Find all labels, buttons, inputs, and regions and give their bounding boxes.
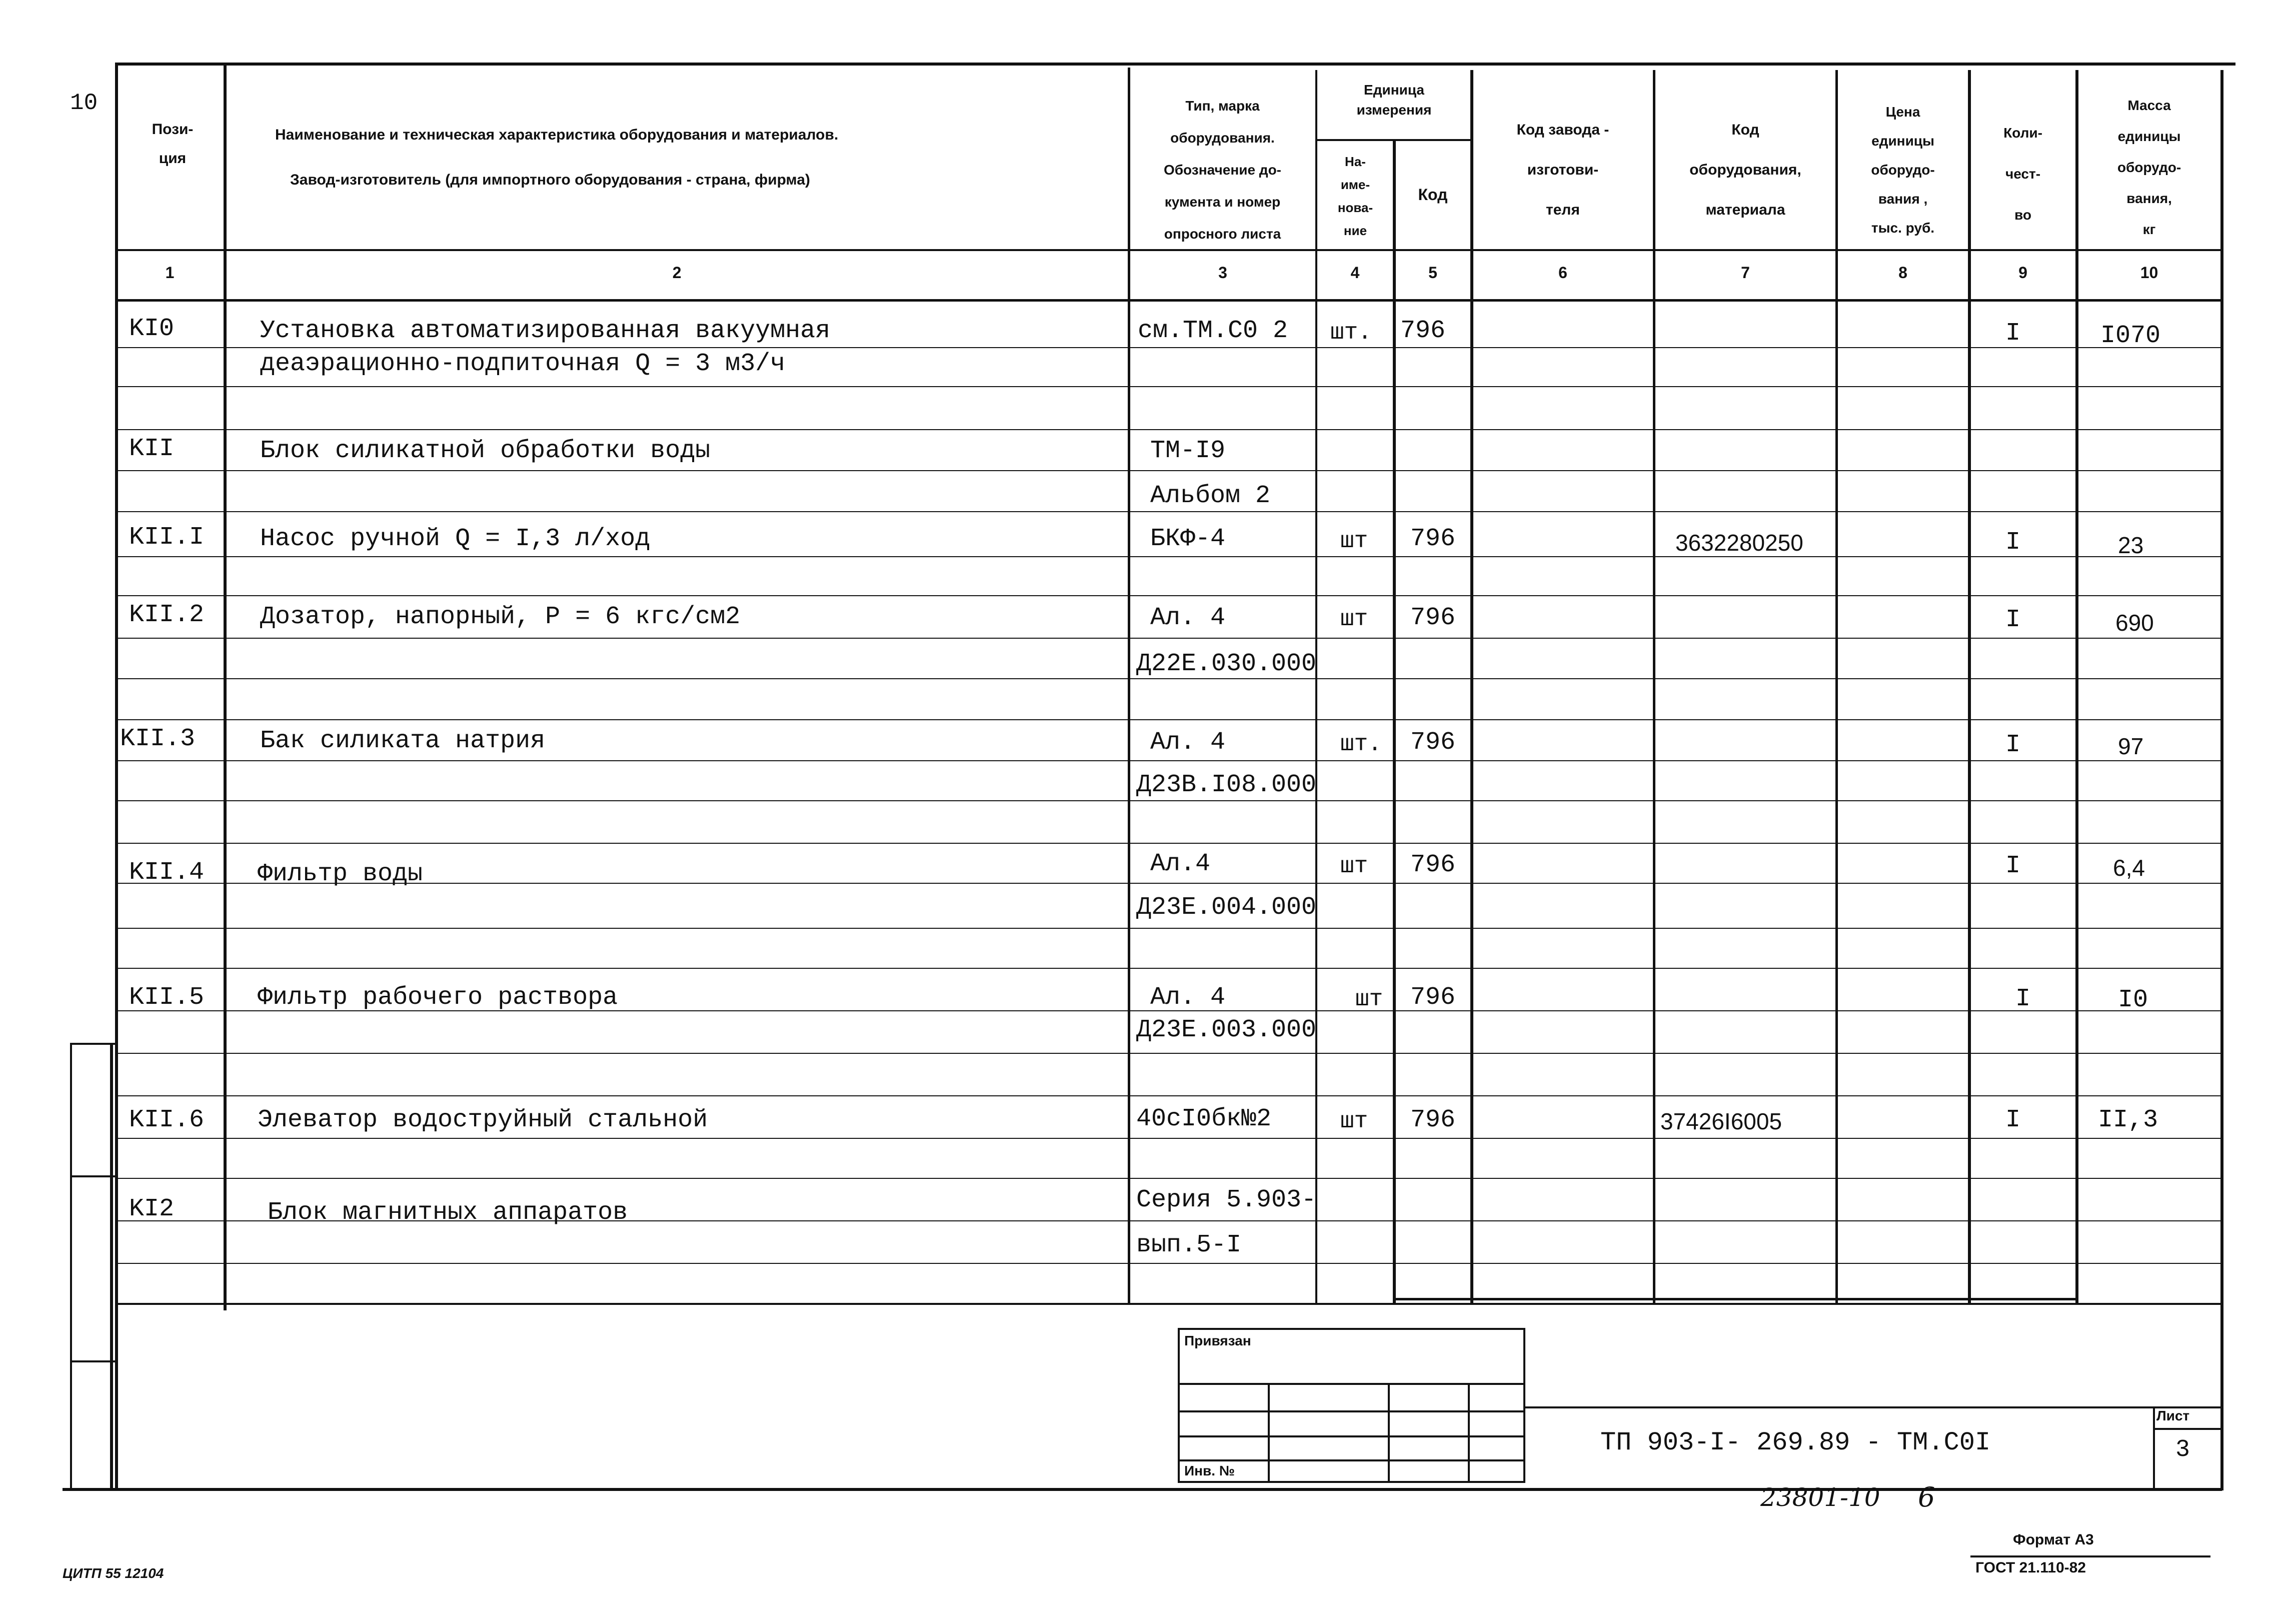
table-cell-unit: шт bbox=[1340, 528, 1368, 554]
footer-code: ЦИТП 55 12104 bbox=[63, 1565, 164, 1581]
stamp-line bbox=[1178, 1410, 1525, 1412]
frame-top-border bbox=[115, 63, 2235, 66]
stamp-vline bbox=[1468, 1383, 1470, 1483]
colnum-7: 7 bbox=[1741, 264, 1750, 282]
corner-mark: 10 bbox=[70, 90, 98, 116]
table-cell-position: KII bbox=[129, 435, 175, 463]
stamp-bound-label: Привязан bbox=[1184, 1333, 1251, 1348]
binding-strip-line bbox=[70, 1043, 72, 1488]
footer-format: Формат А3 bbox=[2013, 1531, 2094, 1548]
row-line bbox=[115, 511, 2220, 512]
table-cell-name: Блок магнитных аппаратов bbox=[268, 1198, 628, 1227]
footer-line bbox=[1970, 1555, 2210, 1557]
table-cell-code: 796 bbox=[1410, 983, 1456, 1012]
row-line bbox=[115, 556, 2220, 557]
table-cell-name: Установка автоматизированная вакуумная bbox=[260, 317, 831, 345]
row-line bbox=[115, 800, 2220, 801]
col-line-3 bbox=[1315, 70, 1317, 1303]
colnum-6: 6 bbox=[1558, 264, 1567, 282]
col-line-2 bbox=[1128, 68, 1130, 1303]
col-line-1 bbox=[224, 63, 227, 1310]
table-cell-mass: 690 bbox=[2115, 610, 2154, 636]
row-line bbox=[115, 928, 2220, 929]
row-line bbox=[115, 968, 2220, 969]
table-cell-name: Бак силиката натрия bbox=[260, 727, 546, 755]
colnum-bottom-line bbox=[115, 299, 2220, 302]
table-cell-type: БКФ-4 bbox=[1150, 525, 1226, 553]
frame-bottom-border bbox=[63, 1488, 2222, 1491]
header-unit-name: На- име- нова- ние bbox=[1337, 154, 1373, 238]
frame-right-border bbox=[2220, 70, 2223, 1490]
table-cell-unit: шт bbox=[1340, 1108, 1368, 1134]
colnum-9: 9 bbox=[2018, 264, 2027, 282]
row-line bbox=[115, 347, 2220, 348]
table-cell-position: KI2 bbox=[129, 1195, 175, 1223]
table-cell-name: Дозатор, напорный, Р = 6 кгс/см2 bbox=[260, 603, 741, 631]
table-cell-position: KII.2 bbox=[129, 601, 205, 629]
header-mass: Масса единицы оборудо- вания, кг bbox=[2117, 98, 2181, 237]
binding-strip-top bbox=[70, 1043, 115, 1045]
table-cell-qty: I bbox=[2005, 731, 2021, 759]
table-cell-type: Серия 5.903- bbox=[1136, 1186, 1317, 1214]
table-cell-name: Фильтр воды bbox=[258, 860, 423, 888]
colnum-3: 3 bbox=[1218, 264, 1227, 282]
table-cell-equipment-code: 3632280250 bbox=[1675, 530, 1803, 556]
table-cell-type: Д23Е.003.000 bbox=[1136, 1016, 1317, 1044]
row-line bbox=[115, 638, 2220, 639]
table-cell-name: Блок силикатной обработки воды bbox=[260, 437, 711, 465]
table-cell-code: 796 bbox=[1410, 728, 1456, 757]
table-cell-type: 40сI0бк№2 bbox=[1136, 1105, 1272, 1133]
table-cell-mass: 97 bbox=[2118, 733, 2144, 759]
colnum-2: 2 bbox=[672, 264, 682, 282]
table-cell-type: Д23В.I08.000 bbox=[1136, 771, 1317, 799]
table-cell-qty: I bbox=[2005, 1106, 2021, 1134]
table-cell-type: Альбом 2 bbox=[1150, 482, 1271, 510]
table-cell-qty: I bbox=[2005, 852, 2021, 880]
table-cell-position: KII.6 bbox=[129, 1106, 205, 1134]
row-line bbox=[115, 386, 2220, 387]
table-cell-mass: II,3 bbox=[2098, 1106, 2158, 1134]
table-cell-name: Насос ручной Q = I,3 л/ход bbox=[260, 525, 651, 553]
row-line bbox=[115, 843, 2220, 844]
header-name: Наименование и техническая характеристика оборудования и материалов. Завод-изготовитель (для импортного оборудования - страна, фирма) bbox=[275, 127, 839, 188]
table-cell-unit: шт. bbox=[1340, 731, 1382, 757]
colnum-5: 5 bbox=[1428, 264, 1437, 282]
table-cell-code: 796 bbox=[1410, 525, 1456, 553]
table-cell-qty: I bbox=[2005, 528, 2021, 557]
row-line bbox=[115, 1138, 2220, 1139]
table-cell-unit: шт bbox=[1355, 986, 1383, 1012]
row-line bbox=[115, 470, 2220, 471]
stamp-line bbox=[1178, 1459, 1525, 1461]
stamp-vline bbox=[1268, 1383, 1270, 1483]
table-cell-name: деаэрационно-подпиточная Q = 3 м3/ч bbox=[260, 350, 786, 378]
table-cell-unit: шт. bbox=[1330, 320, 1372, 346]
row-line bbox=[115, 760, 2220, 761]
col-line-7 bbox=[1835, 70, 1838, 1303]
table-cell-code: 796 bbox=[1400, 317, 1446, 345]
table-cell-position: KI0 bbox=[129, 315, 175, 343]
table-cell-unit: шт bbox=[1340, 606, 1368, 632]
row-line bbox=[115, 1263, 2220, 1264]
stamp-inv-label: Инв. № bbox=[1184, 1463, 1235, 1478]
stamp-line bbox=[1178, 1435, 1525, 1437]
sheet-box-line bbox=[2153, 1428, 2222, 1430]
table-cell-mass: I070 bbox=[2100, 322, 2161, 350]
colnum-1: 1 bbox=[165, 264, 175, 282]
header-price: Цена единицы оборудо- вания , тыс. руб. bbox=[1871, 104, 1935, 236]
table-cell-qty: I bbox=[2005, 606, 2021, 634]
colnum-10: 10 bbox=[2140, 264, 2158, 282]
header-unit-group: Единица измерения bbox=[1356, 82, 1432, 118]
table-cell-type: ТМ-I9 bbox=[1150, 437, 1226, 465]
col-line-5 bbox=[1470, 70, 1473, 1303]
table-cell-position: KII.3 bbox=[120, 725, 196, 753]
table-cell-name: Фильтр рабочего раствора bbox=[258, 983, 618, 1012]
header-position: Пози- ция bbox=[152, 121, 194, 167]
table-cell-mass: I0 bbox=[2118, 986, 2148, 1014]
title-block-top bbox=[1525, 1406, 2220, 1408]
document-code: ТП 903-I- 269.89 - ТМ.С0I bbox=[1600, 1428, 1991, 1457]
right-box-bottom bbox=[1393, 1298, 2078, 1300]
col-line-4 bbox=[1393, 139, 1396, 1303]
row-line bbox=[115, 883, 2220, 884]
sheet-box-left bbox=[2153, 1406, 2155, 1489]
row-line bbox=[115, 1178, 2220, 1179]
col-line-9 bbox=[2075, 70, 2078, 1303]
table-cell-position: KII.4 bbox=[129, 858, 205, 887]
table-cell-code: 796 bbox=[1410, 851, 1456, 879]
table-cell-type: Ал. 4 bbox=[1150, 728, 1226, 757]
table-cell-equipment-code: 37426I6005 bbox=[1660, 1108, 1782, 1134]
table-cell-code: 796 bbox=[1410, 1106, 1456, 1134]
table-cell-code: 796 bbox=[1410, 604, 1456, 632]
row-line bbox=[115, 719, 2220, 720]
binding-strip-line-2 bbox=[110, 1043, 113, 1488]
table-cell-position: KII.5 bbox=[129, 983, 205, 1012]
table-cell-type: см.ТМ.С0 2 bbox=[1138, 317, 1288, 345]
stamp-line bbox=[1178, 1383, 1525, 1385]
row-line bbox=[115, 429, 2220, 430]
table-cell-mass: 6,4 bbox=[2113, 855, 2145, 881]
col-line-6 bbox=[1653, 70, 1655, 1303]
header-factory-code: Код завода - изготови- теля bbox=[1516, 122, 1609, 218]
table-cell-qty: I bbox=[2015, 985, 2031, 1013]
handwritten-archive-number: 23801-10 bbox=[1760, 1483, 1880, 1512]
binding-strip-mid bbox=[70, 1175, 115, 1177]
table-cell-type: Д22Е.030.000 bbox=[1136, 650, 1317, 678]
table-cell-name: Элеватор водоструйный стальной bbox=[258, 1106, 708, 1134]
table-cell-type: Ал. 4 bbox=[1150, 604, 1226, 632]
header-type: Тип, марка оборудования. Обозначение до- кумента и номер опросного листа bbox=[1163, 98, 1282, 242]
table-cell-type: Д23Е.004.000 bbox=[1136, 893, 1317, 922]
table-cell-unit: шт bbox=[1340, 853, 1368, 879]
col-line-8 bbox=[1968, 70, 1971, 1303]
table-cell-qty: I bbox=[2005, 319, 2021, 348]
table-cell-mass: 23 bbox=[2118, 532, 2144, 558]
handwritten-page-number: 6 bbox=[1918, 1481, 1935, 1513]
row-line bbox=[115, 595, 2220, 596]
colnum-8: 8 bbox=[1898, 264, 1907, 282]
table-cell-type: Ал.4 bbox=[1150, 850, 1211, 878]
colnum-4: 4 bbox=[1350, 264, 1360, 282]
footer-gost: ГОСТ 21.110-82 bbox=[1975, 1559, 2086, 1576]
body-bottom-line bbox=[115, 1303, 2220, 1305]
table-cell-position: KII.I bbox=[129, 523, 205, 552]
table-cell-type: вып.5-I bbox=[1136, 1231, 1242, 1259]
binding-strip-mid2 bbox=[70, 1360, 115, 1362]
stamp-vline bbox=[1388, 1383, 1390, 1483]
header-unit-code: Код bbox=[1418, 186, 1448, 204]
header-quantity: Коли- чест- во bbox=[2003, 125, 2042, 223]
header-equipment-code: Код оборудования, материала bbox=[1689, 122, 1801, 218]
row-line bbox=[115, 1095, 2220, 1096]
table-cell-type: Ал. 4 bbox=[1150, 983, 1226, 1012]
sheet-label: Лист bbox=[2156, 1408, 2190, 1423]
sheet-number: 3 bbox=[2175, 1436, 2190, 1463]
row-line bbox=[115, 1053, 2220, 1054]
